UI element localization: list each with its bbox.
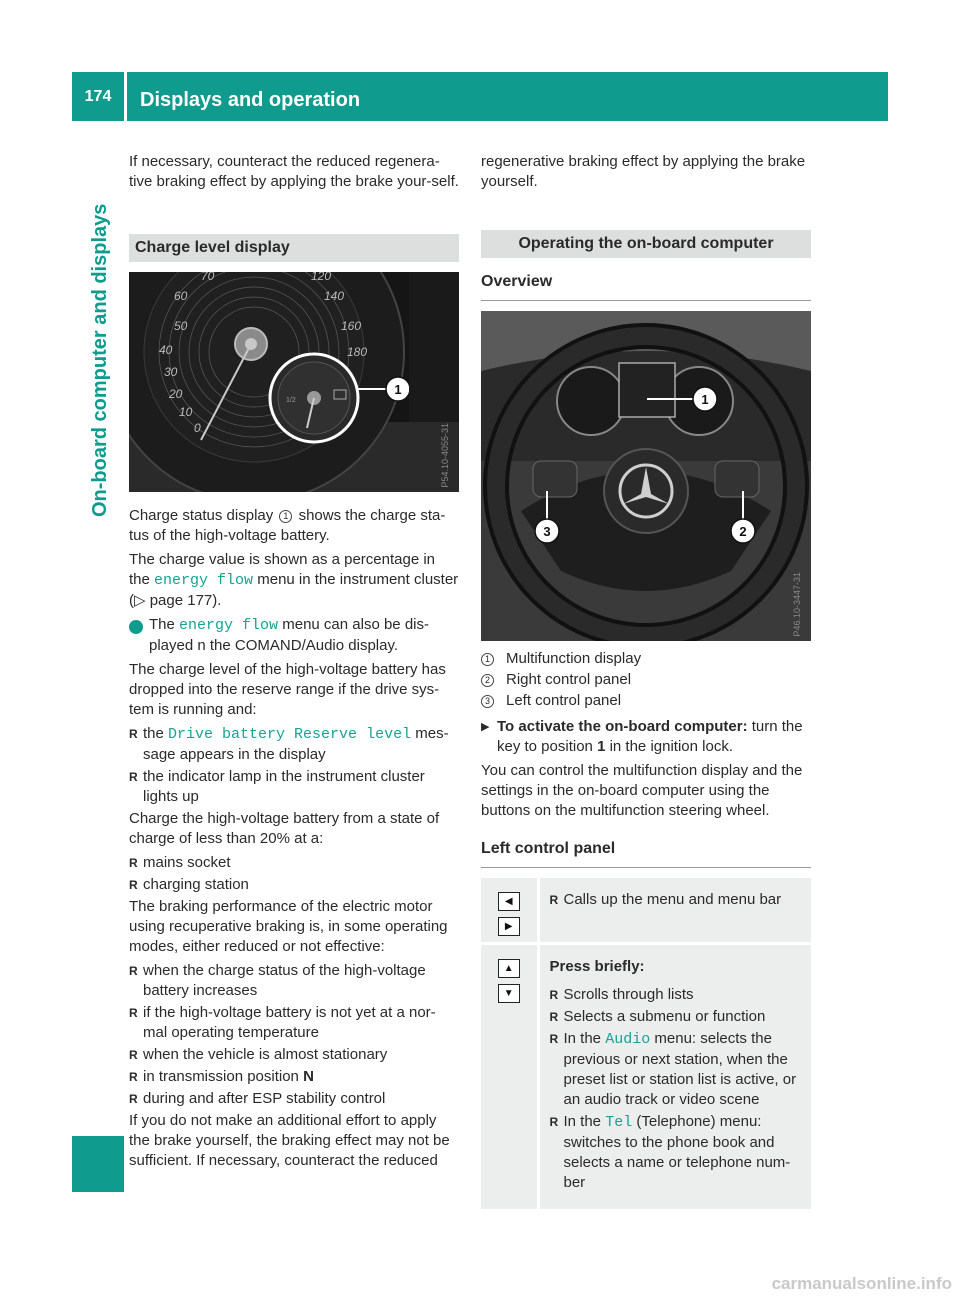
list-item: R Scrolls through lists <box>550 985 804 1005</box>
list-item: R the indicator lamp in the instrument cluster lights up <box>129 767 459 807</box>
svg-text:60: 60 <box>174 289 188 303</box>
svg-text:30: 30 <box>164 365 178 379</box>
side-marker <box>72 1136 124 1192</box>
page-number: 174 <box>84 87 112 105</box>
control-text: You can control the multifunction display and the settings in the on-board computer using the buttons on the multifunction steering wheel. <box>481 762 803 819</box>
list-item: R charging station <box>129 875 459 895</box>
menu-audio: Audio <box>605 1031 651 1048</box>
svg-text:3: 3 <box>543 524 551 539</box>
svg-text:10: 10 <box>179 405 193 419</box>
key-cell <box>481 878 538 944</box>
key-cell <box>481 944 538 1211</box>
desc-cell <box>538 944 811 1211</box>
message-drive-battery-reserve: Drive battery Reserve level <box>168 726 412 743</box>
svg-text:0: 0 <box>194 421 201 435</box>
svg-text:160: 160 <box>341 319 362 333</box>
side-title: On-board computer and displays <box>89 203 111 517</box>
svg-text:20: 20 <box>169 387 183 401</box>
table-row <box>481 878 811 944</box>
right-arrow-key-icon: ▶ <box>498 917 520 936</box>
left-control-panel-heading: Left control panel <box>481 839 811 868</box>
list-item: R Selects a submenu or function <box>550 1007 804 1027</box>
photo-code: P46.10-3447-31 <box>792 572 802 637</box>
legend-row-3: 3 Left control panel <box>481 691 811 711</box>
list-item: R Calls up the menu and menu bar <box>550 890 804 910</box>
svg-text:70: 70 <box>201 272 215 283</box>
press-briefly-label: Press briefly: <box>549 958 645 975</box>
list-item: R in transmission position N <box>129 1067 459 1087</box>
obc-heading: Operating the on-board computer <box>481 230 811 258</box>
braking-list <box>129 961 459 1109</box>
charge-options-list <box>129 853 459 895</box>
info-note: i The energy flow menu can also be dis-played n the COMAND/Audio display. <box>116 616 429 654</box>
desc-cell <box>538 878 811 944</box>
steering-wheel-photo <box>481 311 811 641</box>
list-item: R when the charge status of the high-voltage battery increases <box>129 961 459 1001</box>
svg-text:120: 120 <box>311 272 332 283</box>
charge-status-text: Charge status display 1 shows the charge sta-tus of the high-voltage battery. <box>129 507 446 544</box>
header-divider <box>124 72 127 121</box>
callout-badge: 2 <box>481 674 494 687</box>
left-arrow-key-icon: ◀ <box>498 892 520 911</box>
menu-energy-flow-info: energy flow <box>179 617 279 634</box>
closing-text: If you do not make an additional effort to apply the brake yourself, the braking effect may not be sufficient. If necessary, counteract the reduced <box>129 1112 450 1169</box>
instrument-cluster-photo <box>129 272 459 492</box>
charge-level-heading: Charge level display <box>129 234 459 262</box>
info-icon: i <box>129 620 143 634</box>
list-item: R when the vehicle is almost stationary <box>129 1045 459 1065</box>
menu-tel: Tel <box>605 1114 633 1131</box>
braking-text: The braking performance of the electric motor using recuperative braking is, in some operating modes, either reduced or not effective: <box>129 898 448 955</box>
activate-instruction: ▶ To activate the on-board computer: turn the key to position 1 in the ignition lock. <box>481 717 811 757</box>
down-arrow-key-icon: ▼ <box>498 984 520 1003</box>
left-column <box>116 152 459 1175</box>
list-item: R during and after ESP stability control <box>129 1089 459 1109</box>
steering-wheel-illustration <box>481 311 811 641</box>
reserve-list <box>129 724 459 807</box>
svg-text:1: 1 <box>701 392 709 407</box>
svg-text:1/2: 1/2 <box>286 397 296 404</box>
svg-text:40: 40 <box>159 343 173 357</box>
table-row <box>481 944 811 1211</box>
section-title: Displays and operation <box>140 89 361 111</box>
callout-badge: 3 <box>481 695 494 708</box>
svg-text:1: 1 <box>394 382 402 397</box>
legend-row-2: 2 Right control panel <box>481 670 811 690</box>
left-control-panel-table <box>481 878 811 1212</box>
callout-badge: 1 <box>481 653 494 666</box>
svg-text:50: 50 <box>174 319 188 333</box>
gauge-illustration <box>129 272 459 492</box>
callout-1-badge: 1 <box>279 510 292 523</box>
photo-code: P54.10-4055-31 <box>440 423 450 488</box>
charge-from-text: Charge the high-voltage battery from a state of charge of less than 20% at a: <box>129 810 440 847</box>
legend-row-1: 1 Multifunction display <box>481 649 811 669</box>
overview-heading: Overview <box>481 272 811 301</box>
right-column <box>481 152 811 1212</box>
list-item: R In the Tel (Telephone) menu: switches to the phone book and selects a name or telephone num-ber <box>550 1112 804 1193</box>
list-item: R mains socket <box>129 853 459 873</box>
reserve-text: The charge level of the high-voltage battery has dropped into the reserve range if the drive sys-tem is running and: <box>129 661 446 718</box>
svg-text:140: 140 <box>324 289 345 303</box>
intro-text: If necessary, counteract the reduced regenera-tive braking effect by applying the brake your-self. <box>129 153 459 190</box>
watermark: carmanualsonline.info <box>771 1274 952 1293</box>
list-item: R the Drive battery Reserve level mes-sage appears in the display <box>129 724 459 765</box>
up-arrow-key-icon: ▲ <box>498 959 520 978</box>
svg-text:2: 2 <box>739 524 747 539</box>
menu-energy-flow: energy flow <box>154 572 254 589</box>
charge-value-text: The charge value is shown as a percentage in the energy flow menu in the instrument cluster (▷ page 177). <box>129 551 459 609</box>
continued-text: regenerative braking effect by applying the brake yourself. <box>481 153 806 190</box>
list-item: R In the Audio menu: selects the previous or next station, when the preset list or station list is active, or an audio track or video scene <box>550 1029 804 1110</box>
list-item: R if the high-voltage battery is not yet at a nor-mal operating temperature <box>129 1003 459 1043</box>
svg-text:180: 180 <box>347 345 368 359</box>
